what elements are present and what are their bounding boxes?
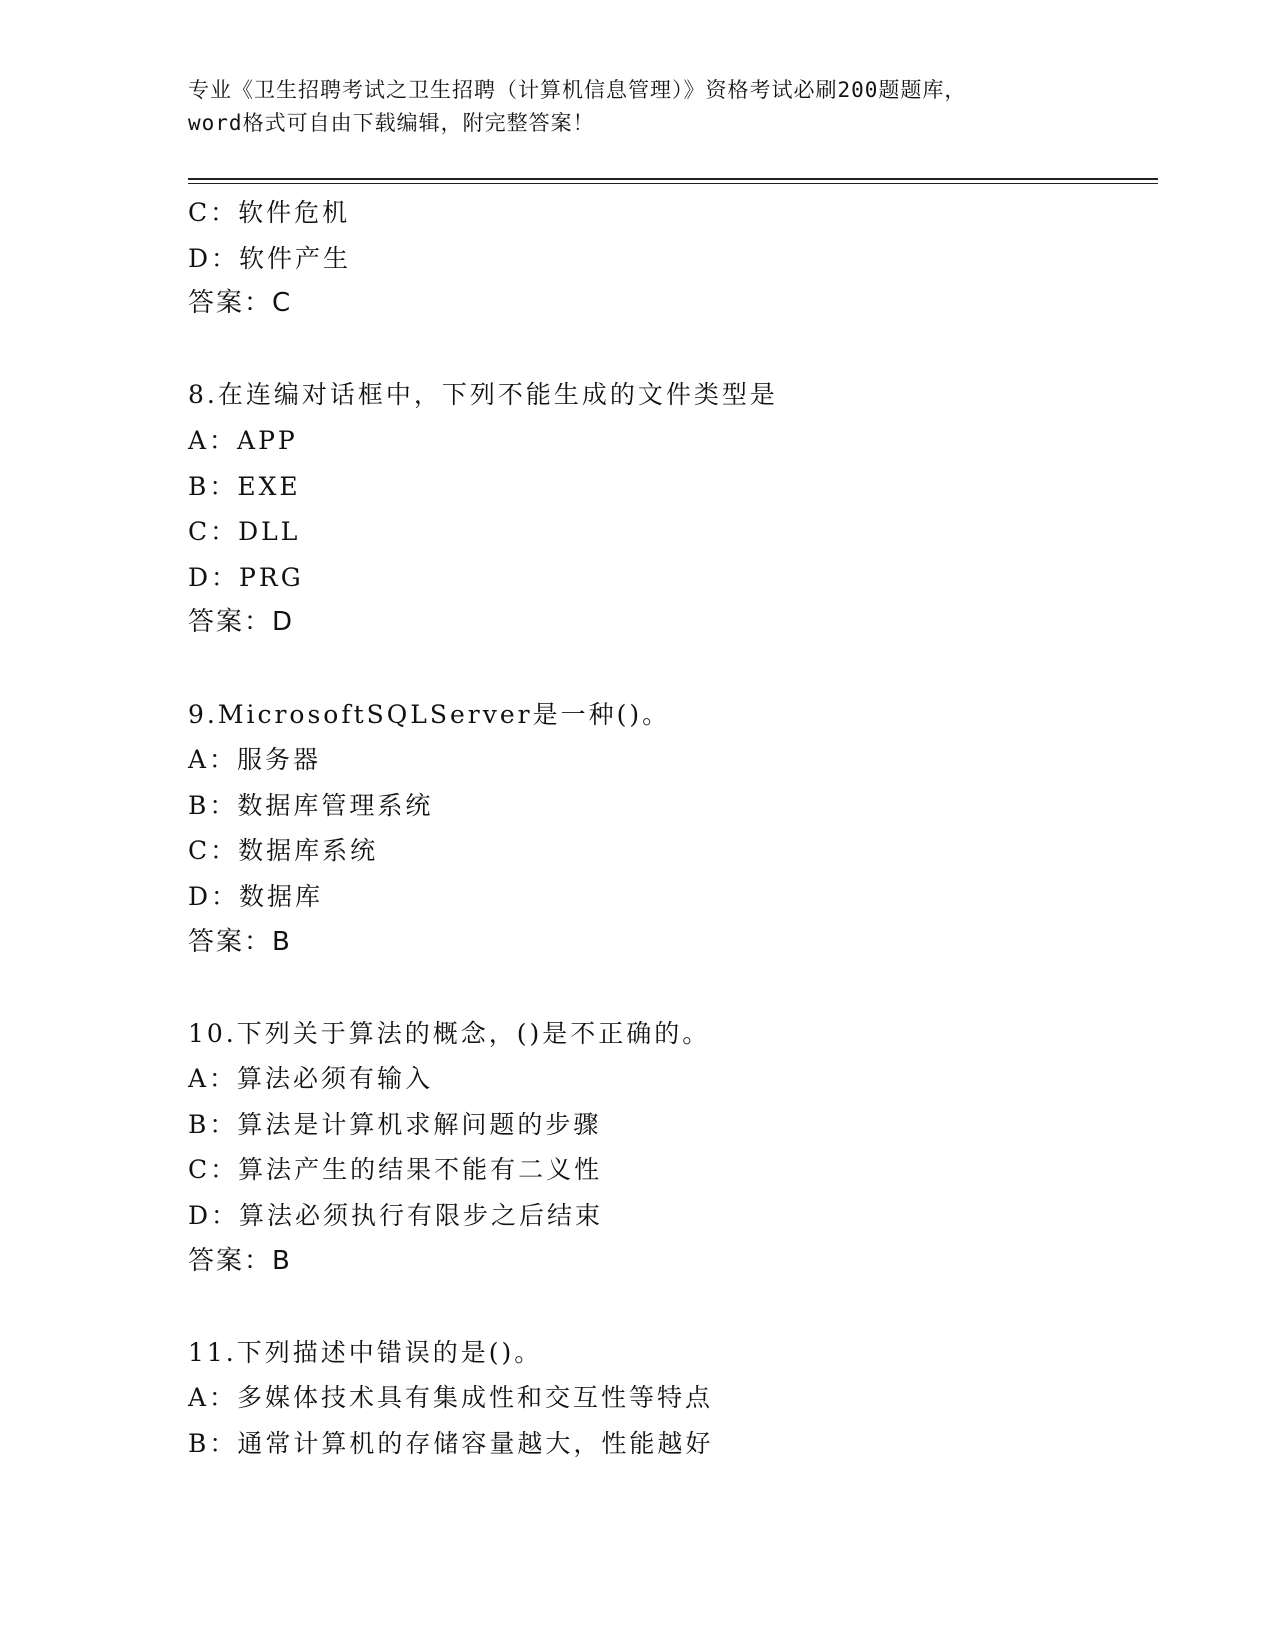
option-a: A：多媒体技术具有集成性和交互性等特点 [188, 1383, 714, 1413]
option-c: C：DLL [188, 517, 301, 547]
option-a: A：服务器 [188, 745, 322, 775]
option-c: C：算法产生的结果不能有二义性 [188, 1155, 603, 1185]
question-list [188, 190, 1148, 1467]
answer-line: 答案：C [188, 288, 293, 319]
option-d: D：数据库 [188, 881, 324, 911]
question-block-8 [188, 372, 1148, 646]
spacer [188, 646, 1148, 692]
option-d: D：PRG [188, 562, 304, 592]
question-stem: 11.下列描述中错误的是()。 [188, 1337, 543, 1367]
option-d: D：算法必须执行有限步之后结束 [188, 1201, 604, 1231]
answer-line: 答案：B [188, 1245, 292, 1276]
option-b: B：数据库管理系统 [188, 790, 434, 820]
question-block-11 [188, 1330, 1148, 1467]
option-a: A：算法必须有输入 [188, 1064, 434, 1094]
header-title-line-1: 专业《卫生招聘考试之卫生招聘（计算机信息管理）》资格考试必刷200题题库， [188, 78, 967, 102]
option-c: C：数据库系统 [188, 836, 379, 866]
spacer [188, 327, 1148, 373]
question-stem: 9.MicrosoftSQLServer是一种()。 [188, 699, 671, 729]
question-stem: 10.下列关于算法的概念，()是不正确的。 [188, 1018, 711, 1048]
header-divider [188, 178, 1158, 180]
spacer [188, 965, 1148, 1011]
option-c: C：软件危机 [188, 198, 351, 227]
option-b: B：EXE [188, 471, 301, 501]
question-block-9 [188, 692, 1148, 966]
answer-line: 答案：B [188, 926, 292, 957]
answer-line: 答案：D [188, 607, 295, 638]
question-stem: 8.在连编对话框中，下列不能生成的文件类型是 [188, 380, 778, 410]
option-d: D：软件产生 [188, 243, 352, 273]
question-block-10 [188, 1011, 1148, 1285]
header-divider-thin [188, 183, 1158, 184]
spacer [188, 1284, 1148, 1330]
option-b: B：通常计算机的存储容量越大，性能越好 [188, 1429, 714, 1459]
document-header [188, 74, 1088, 140]
option-a: A：APP [188, 425, 298, 455]
question-block-7 [188, 190, 1148, 327]
header-title-line-2: word格式可自由下载编辑，附完整答案！ [188, 111, 595, 135]
option-b: B：算法是计算机求解问题的步骤 [188, 1109, 602, 1139]
